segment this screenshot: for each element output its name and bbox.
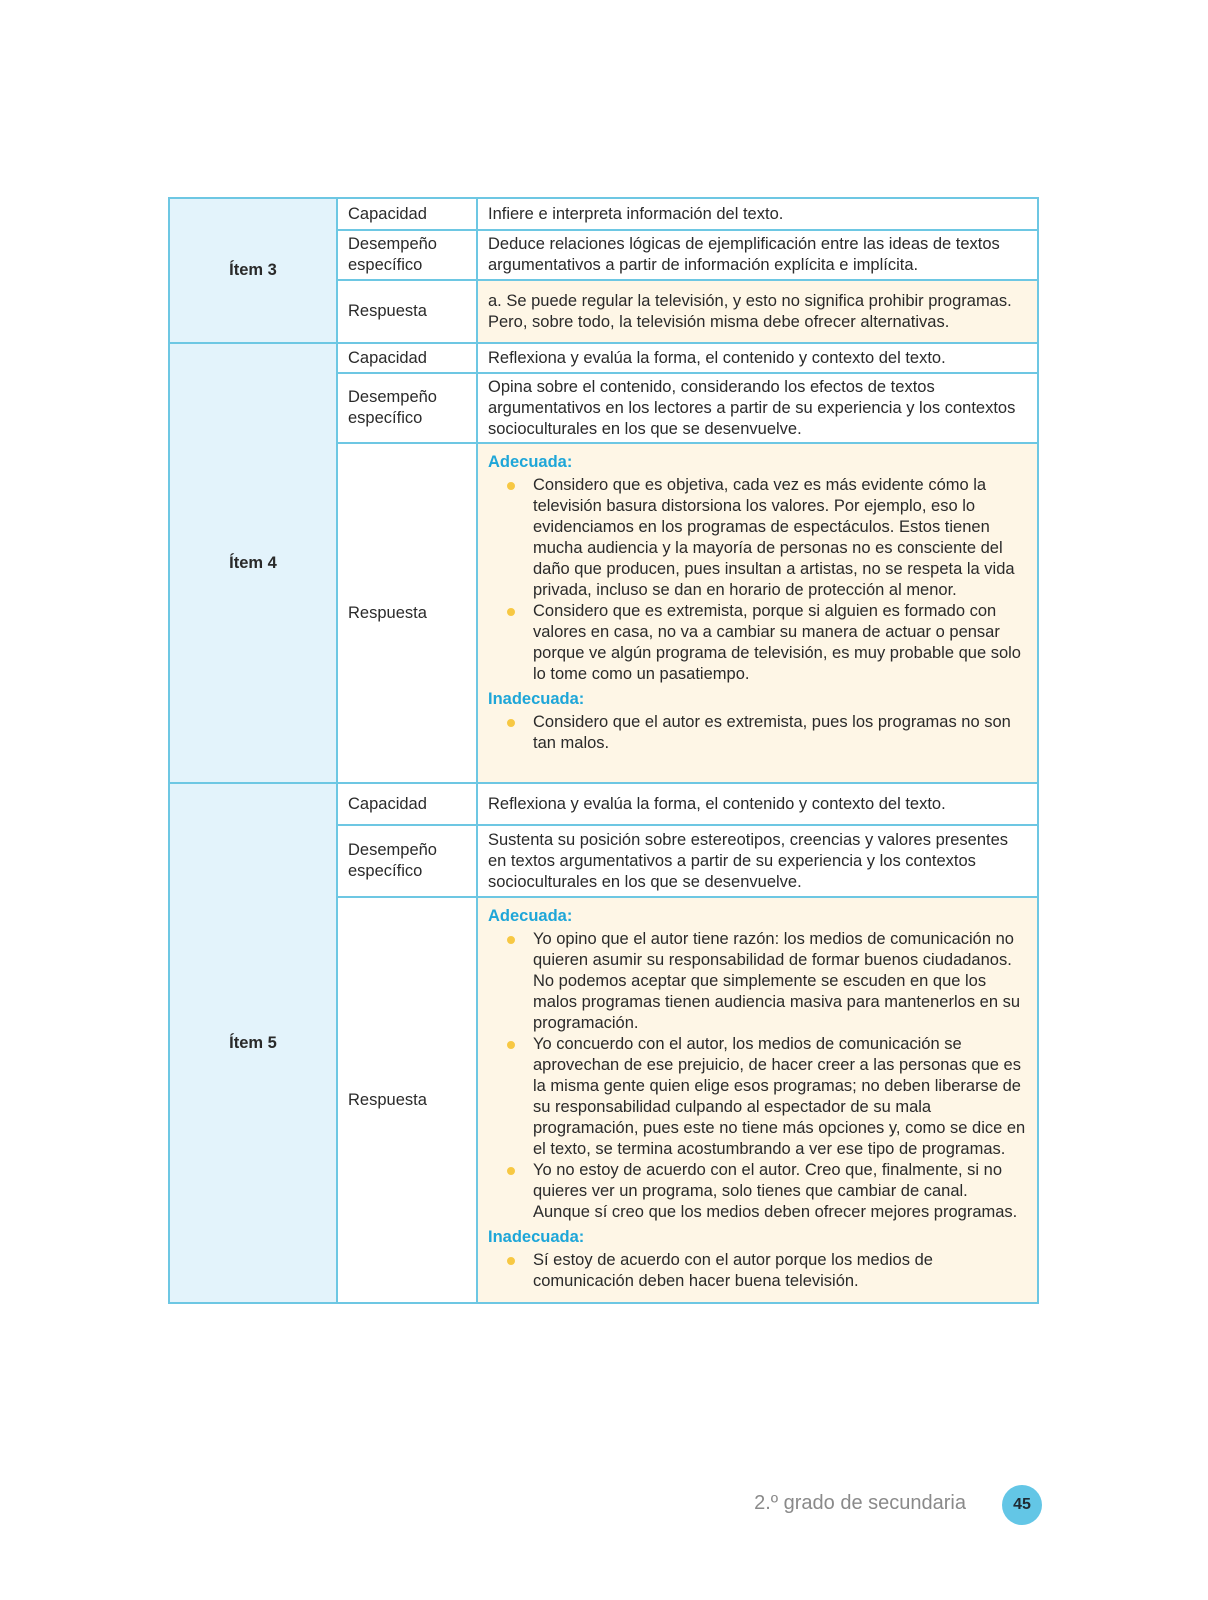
bullet-icon bbox=[507, 1167, 515, 1175]
item-title: Ítem 5 bbox=[169, 783, 337, 1303]
evaluation-table bbox=[168, 197, 1039, 1304]
list-item-text: Considero que es objetiva, cada vez es más evidente cómo la televisión basura distorsiona los valores. Por ejemplo, eso lo evidenciamos en los programas de espectáculos. Estos tienen mucha audiencia y la mayoría de personas no es consciente del daño que producen, pues insultan a artistas, no se respeta la vida privada, incluso se dan en horario de protección al menor. bbox=[533, 476, 1015, 599]
list-item bbox=[488, 1034, 1027, 1160]
list-item bbox=[488, 712, 1027, 754]
capacidad-label: Capacidad bbox=[337, 783, 477, 825]
item-title: Ítem 4 bbox=[169, 343, 337, 783]
respuesta-label: Respuesta bbox=[337, 280, 477, 343]
adecuada-heading: Adecuada: bbox=[488, 907, 573, 925]
capacidad-label: Capacidad bbox=[337, 198, 477, 230]
capacidad-text: Reflexiona y evalúa la forma, el contenido y contexto del texto. bbox=[477, 783, 1038, 825]
list-item bbox=[488, 1250, 1027, 1292]
list-item bbox=[488, 1160, 1027, 1223]
list-item-text: Considero que es extremista, porque si alguien es formado con valores en casa, no va a cambiar su manera de actuar o pensar porque ve algún programa de televisión, es muy probable que solo lo tome como un pasatiempo. bbox=[533, 602, 1021, 683]
inadecuada-list bbox=[488, 1250, 1027, 1292]
respuesta-block bbox=[477, 897, 1038, 1303]
grade-footer: 2.º grado de secundaria bbox=[754, 1492, 966, 1514]
respuesta-text: a. Se puede regular la televisión, y esto no significa prohibir programas. Pero, sobre todo, la televisión misma debe ofrecer alternativas. bbox=[477, 280, 1038, 343]
list-item bbox=[488, 929, 1027, 1034]
desempeno-label: Desempeño específico bbox=[337, 373, 477, 443]
bullet-icon bbox=[507, 936, 515, 944]
list-item bbox=[488, 475, 1027, 601]
desempeno-label: Desempeño específico bbox=[337, 230, 477, 280]
list-item-text: Sí estoy de acuerdo con el autor porque los medios de comunicación deben hacer buena televisión. bbox=[533, 1251, 933, 1290]
capacidad-label: Capacidad bbox=[337, 343, 477, 373]
inadecuada-heading: Inadecuada: bbox=[488, 690, 585, 708]
list-item-text: Yo no estoy de acuerdo con el autor. Creo que, finalmente, si no quieres ver un programa, solo tienes que cambiar de canal. Aunque sí creo que los medios deben ofrecer mejores programas. bbox=[533, 1161, 1018, 1221]
bullet-icon bbox=[507, 719, 515, 727]
item4-capacidad-row bbox=[169, 343, 1038, 373]
respuesta-label: Respuesta bbox=[337, 897, 477, 1303]
bullet-icon bbox=[507, 608, 515, 616]
page-number: 45 bbox=[1002, 1485, 1042, 1525]
list-item-text: Yo opino que el autor tiene razón: los medios de comunicación no quieren asumir su responsabilidad de formar buenos ciudadanos. No podemos aceptar que simplemente se escuden en que los malos programas tienen audiencia masiva para mantenerlos en su programación. bbox=[533, 930, 1021, 1032]
respuesta-label: Respuesta bbox=[337, 443, 477, 783]
item3-capacidad-row bbox=[169, 198, 1038, 230]
desempeno-text: Sustenta su posición sobre estereotipos, creencias y valores presentes en textos argumentativos a partir de su experiencia y los contextos socioculturales en los que se desenvuelve. bbox=[477, 825, 1038, 897]
item5-capacidad-row bbox=[169, 783, 1038, 825]
desempeno-label: Desempeño específico bbox=[337, 825, 477, 897]
adecuada-list bbox=[488, 929, 1027, 1223]
bullet-icon bbox=[507, 1041, 515, 1049]
adecuada-heading: Adecuada: bbox=[488, 453, 573, 471]
capacidad-text: Infiere e interpreta información del texto. bbox=[477, 198, 1038, 230]
desempeno-text: Deduce relaciones lógicas de ejemplificación entre las ideas de textos argumentativos a partir de información explícita e implícita. bbox=[477, 230, 1038, 280]
list-item-text: Considero que el autor es extremista, pues los programas no son tan malos. bbox=[533, 713, 1011, 752]
respuesta-block bbox=[477, 443, 1038, 783]
inadecuada-heading: Inadecuada: bbox=[488, 1228, 585, 1246]
list-item-text: Yo concuerdo con el autor, los medios de comunicación se aprovechan de ese prejuicio, de hacer creer a las personas que es la misma gente quien elige esos programas; no deben liberarse de su responsabilidad culpando al espectador de su mala programación, pues este no tiene más opciones y, como se dice en el texto, se termina acostumbrando a ver ese tipo de programas. bbox=[533, 1035, 1026, 1158]
inadecuada-list bbox=[488, 712, 1027, 754]
bullet-icon bbox=[507, 482, 515, 490]
item-title: Ítem 3 bbox=[169, 198, 337, 343]
bullet-icon bbox=[507, 1257, 515, 1265]
capacidad-text: Reflexiona y evalúa la forma, el contenido y contexto del texto. bbox=[477, 343, 1038, 373]
adecuada-list bbox=[488, 475, 1027, 685]
list-item bbox=[488, 601, 1027, 685]
desempeno-text: Opina sobre el contenido, considerando los efectos de textos argumentativos en los lectores a partir de su experiencia y los contextos socioculturales en los que se desenvuelve. bbox=[477, 373, 1038, 443]
